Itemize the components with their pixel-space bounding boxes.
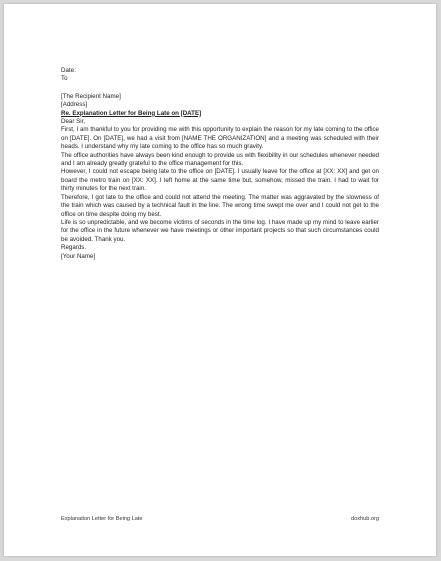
letter-body — [61, 67, 379, 261]
paragraph-3: However, I could not escape being late to the office on [DATE]. I usually leave for the office at [XX: XX] and get on board the metro train on [XX: XX]. I left home at the same time but, somehow, missed the train. I had to wait for thirty minutes for the next train. — [61, 168, 379, 193]
footer-title: Explanation Letter for Being Late — [61, 516, 143, 522]
document-page — [4, 4, 436, 556]
closing: Regards. — [61, 244, 87, 252]
date-line: Date: — [61, 67, 76, 74]
recipient-address: [Address] — [61, 101, 88, 109]
subject-line: Re. Explanation Letter for Being Late on [DATE] — [61, 109, 202, 117]
paragraph-1: First, I am thankful to you for providing me with this opportunity to explain the reason for my late coming to the office on [DATE]. On [DATE], we had a visit from [NAME THE ORGANIZATION] and a meeting was scheduled with their heads. I understand why my late coming to the office has so much gravity. — [61, 126, 379, 151]
footer-site: doxhub.org — [351, 516, 379, 522]
paragraph-2: The office authorities have always been kind enough to provide us with flexibility in our schedules whenever needed and I am already greatly grateful to the office management for this. — [61, 151, 379, 168]
signature: [Your Name] — [61, 252, 96, 260]
recipient-name: [The Recipient Name] — [61, 92, 121, 100]
to-line: To — [61, 75, 68, 83]
paragraph-5: Life is so unpredictable, and we become victims of seconds in the time log. I have made up my mind to leave earlier for the office in the future whenever we have meetings or other important projects so that such circumstances could be avoided. Thank you. — [61, 218, 379, 243]
salutation: Dear Sir, — [61, 118, 86, 126]
recipient-block — [61, 93, 379, 110]
paragraph-4: Therefore, I got late to the office and could not attend the meeting. The matter was aggravated by the slowness of the train which was caused by a technical fault in the line. The wrong time swept me over and I could not get to the office on time despite doing my best. — [61, 193, 379, 218]
